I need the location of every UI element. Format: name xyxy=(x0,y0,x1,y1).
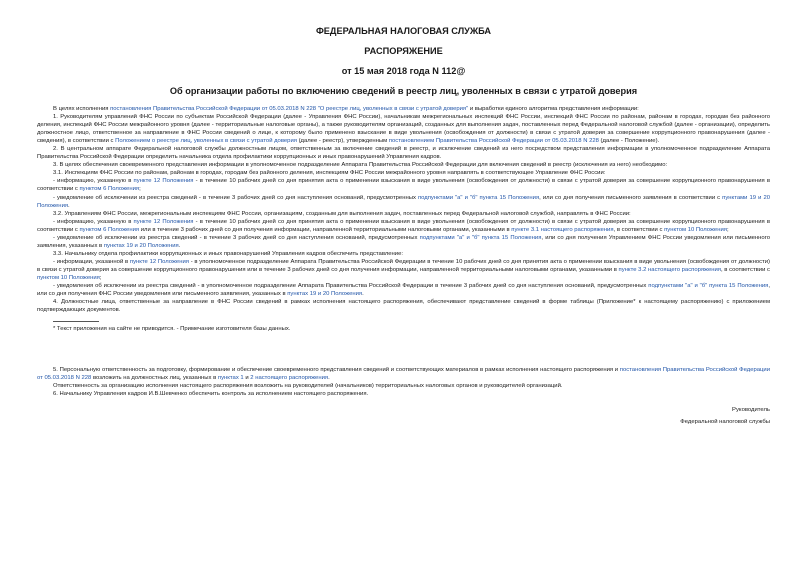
paragraph-text: . xyxy=(68,202,70,209)
paragraph-p5b xyxy=(37,382,770,390)
paragraph-p33b xyxy=(37,282,770,298)
paragraph-text: - в течение 10 рабочих дней со дня принятия акта о применении взыскания в виде увольнения (освобождения от должности) в связи с утратой доверия за совершение коррупционного правонарушения в соответствии с xyxy=(37,178,770,193)
paragraph-text: В целях исполнения xyxy=(53,106,111,112)
document-link[interactable]: пункте 12 Положения xyxy=(133,218,194,225)
document-link[interactable]: постановления Правительства Российской Федерации от 05.03.2018 N 228 "О реестре лиц, уволенных в связи с утратой доверия" xyxy=(110,106,469,112)
paragraph-text: - информации, указанной в xyxy=(53,258,130,265)
paragraph-p31 xyxy=(37,169,770,177)
paragraph-p1 xyxy=(37,113,770,145)
paragraph-text: 3.1. Инспекциям ФНС России по районам, районам в городах, городам без районного деления, инспекциям ФНС России межрайонного уровня направлять в соответствующее Управление ФНС России: xyxy=(53,170,606,177)
paragraph-text: (далее - Положение). xyxy=(598,138,660,145)
document-body xyxy=(37,105,770,314)
footnote: * Текст приложения на сайте не приводится. - Примечание изготовителя базы данных. xyxy=(53,326,291,333)
paragraph-text: , или со дня получения письменного заявления в соответствии с xyxy=(539,194,723,201)
paragraph-text: 1. Руководителям управлений ФНС России по субъектам Российской Федерации (далее - Управления ФНС России), начальникам межрегиональных инспекций ФНС России, инспекций ФНС России по районам, районам в городах, городам без районного деления, инспекций ФНС России межрайонного уровня (далее - территориальные налоговые органы), а также руководителям организаций, созданных для выполнения задач, поставленных перед Федеральной налоговой службой (далее - организации), определить должностное лицо, ответственное за направление в ФНС России сведений о лице, к которому было применено взыскание в виде увольнения (освобождения от должности) в связи с утратой доверия за совершение коррупционного правонарушения (далее - сведения), в соответствии с xyxy=(37,114,770,145)
document-link[interactable]: пунктом 10 Положения xyxy=(37,274,100,281)
doc-date: от 15 мая 2018 года N 112@ xyxy=(341,66,466,76)
paragraph-text: 2. В центральном аппарате Федеральной налоговой службы должностным лицом, ответственным за включение сведений в реестр, и исключение сведений из него посредством представления информации в уполномоченное подразделение Аппарата Правительства Российской Федерации определить начальника отдела профилактики коррупционных и иных правонарушений Управления кадров. xyxy=(37,146,770,161)
paragraph-text: , или со дня получения Управлением ФНС России уведомления или письменного заявления, указанных в xyxy=(37,234,770,249)
footnote-separator xyxy=(53,321,99,322)
paragraph-text: ; xyxy=(726,226,729,233)
paragraph-p32 xyxy=(37,210,770,218)
signature-org: Федеральной налоговой службы xyxy=(680,419,770,426)
paragraph-text: (далее - реестр), утвержденным xyxy=(296,138,389,145)
document-link[interactable]: пунктах 19 и 20 Положения xyxy=(287,291,363,298)
paragraph-text: . xyxy=(178,242,181,249)
paragraph-text: , или со дня получения ФНС России уведомления или письменного заявления, указанных в xyxy=(37,283,771,298)
paragraph-p5 xyxy=(37,366,770,382)
document-link[interactable]: пунктом 10 Положения xyxy=(664,226,727,233)
paragraph-p6 xyxy=(37,390,770,398)
document-link[interactable]: пунктом 6 Положения xyxy=(79,186,140,193)
signature-title: Руководитель xyxy=(732,407,770,414)
paragraph-text: , в соответствии с xyxy=(613,226,665,233)
paragraph-text: возложить на должностных лиц, указанных в xyxy=(91,375,218,382)
paragraph-text: - уведомления об исключении из реестра сведений - в уполномоченное подразделение Аппарата Правительства Российской Федерации в течение 3 рабочих дней со дня наступления оснований, предусмотренных xyxy=(53,283,649,290)
paragraph-text: - уведомление об исключении из реестра сведений - в течение 3 рабочих дней со дня наступления оснований, предусмотренных xyxy=(53,234,420,241)
document-link[interactable]: пунктах 19 и 20 Положения xyxy=(103,242,179,249)
document-link[interactable]: подпунктами "а" и "б" пункта 15 Положения xyxy=(419,234,542,241)
paragraph-text: - информацию, указанную в xyxy=(53,178,134,185)
document-link[interactable]: постановления Правительства Российской Федерации от 05.03.2018 N 228 xyxy=(37,367,771,382)
paragraph-text: ; xyxy=(139,186,141,193)
document-link[interactable]: пункте 12 Положения xyxy=(129,258,189,265)
document-link[interactable]: пунктом 6 Положения xyxy=(79,226,140,233)
paragraph-text: - в течение 10 рабочих дней со дня принятия акта о применении взыскания в виде увольнения (освобождения от должности) в связи с утратой доверия за совершение коррупционного правонарушения в соответствии с xyxy=(37,218,770,233)
paragraph-text: Ответственность за организацию исполнения настоящего распоряжения возложить на руководителей (начальников) территориальных налоговых органов и руководителей организаций. xyxy=(53,383,563,390)
document-link[interactable]: постановлением Правительства Российской Федерации от 05.03.2018 N 228 xyxy=(388,138,599,145)
paragraph-text: ; xyxy=(99,274,102,281)
document-body-continued xyxy=(37,366,770,398)
paragraph-text: 3.2. Управлениям ФНС России, межрегиональным инспекциям ФНС России, организациям, созданным для выполнения задач, поставленных перед Федеральной налоговой службой, направлять в ФНС России: xyxy=(53,210,631,217)
paragraph-p33a xyxy=(37,258,770,282)
paragraph-p3 xyxy=(37,161,770,169)
paragraph-text: 3.3. Начальнику отдела профилактики коррупционных и иных правонарушений Управления кадров обеспечить представление: xyxy=(53,250,403,257)
paragraph-p33 xyxy=(37,250,770,258)
document-link[interactable]: пунктах 1 xyxy=(217,375,244,382)
paragraph-p32b xyxy=(37,234,770,250)
paragraph-text: 5. Персональную ответственность за подготовку, формирование и обеспечение своевременного представления сведений и соответствующих материалов в рамках исполнения настоящего распоряжения и xyxy=(53,367,620,374)
document-link[interactable]: пункте 3.2 настоящего распоряжения xyxy=(618,266,721,273)
paragraph-text: 3. В целях обеспечения своевременного представления информации в уполномоченное подразделение Аппарата Правительства Российской Федерации для включения сведений в реестр (исключения из него) необходимо: xyxy=(53,162,668,169)
paragraph-p2 xyxy=(37,145,770,161)
org-name: ФЕДЕРАЛЬНАЯ НАЛОГОВАЯ СЛУЖБА xyxy=(315,26,492,36)
paragraph-text: и выработки единого алгоритма представления информации: xyxy=(468,106,639,112)
paragraph-text: , в соответствии с xyxy=(720,266,770,273)
paragraph-text: . xyxy=(362,291,364,298)
doc-type: РАСПОРЯЖЕНИЕ xyxy=(364,46,443,56)
document-link[interactable]: Положением о реестре лиц, уволенных в связи с утратой доверия xyxy=(115,138,297,145)
document-link[interactable]: пунктами 19 и 20 Положения xyxy=(37,194,771,209)
paragraph-text: 6. Начальнику Управления кадров И.В.Шевченко обеспечить контроль за исполнением настоящего распоряжения. xyxy=(53,391,369,398)
document-link[interactable]: подпунктами "а" и "б" пункта 15 Положения xyxy=(648,283,769,290)
document-link[interactable]: 2 настоящего распоряжения xyxy=(250,375,329,382)
paragraph-text: и xyxy=(243,375,251,382)
paragraph-p31a xyxy=(37,177,770,193)
paragraph-p32a xyxy=(37,218,770,234)
paragraph-p4 xyxy=(37,298,770,314)
paragraph-text: 4. Должностные лица, ответственные за направление в ФНС России сведений в рамках исполнения настоящего распоряжения, обеспечивают представление сведений в форме таблицы (Приложение* к настоящему распоряжению) с приложением подтверждающих документов. xyxy=(37,299,770,314)
document-link[interactable]: пункте 3.1 настоящего распоряжения xyxy=(511,226,614,233)
document-link[interactable]: подпунктами "а" и "б" пункта 15 Положения xyxy=(417,194,540,201)
paragraph-intro xyxy=(37,105,770,113)
document-link[interactable]: пункте 12 Положения xyxy=(133,178,194,185)
paragraph-p31b xyxy=(37,194,770,210)
paragraph-text: - в уполномоченное подразделение Аппарата Правительства Российской Федерации в течение 10 рабочих дней со дня принятия акта о применении взыскания в виде увольнения (освобождения от должности) в связи с утратой доверия за совершение коррупционного правонарушения или в течение 3 рабочих дней со дня получения информации, направленной территориальными налоговыми органами, указанными в xyxy=(37,258,770,273)
paragraph-text: или в течение 3 рабочих дней со дня получения информации, направленной территориальными налоговыми органами, указанными в xyxy=(139,226,512,233)
doc-title: Об организации работы по включению сведений в реестр лиц, уволенных в связи с утратой доверия xyxy=(169,86,638,96)
paragraph-text: - уведомление об исключении из реестра сведений - в течение 3 рабочих дней со дня наступления оснований, предусмотренных xyxy=(53,194,418,201)
paragraph-text: - информацию, указанную в xyxy=(53,218,134,225)
paragraph-text: . xyxy=(328,375,330,382)
